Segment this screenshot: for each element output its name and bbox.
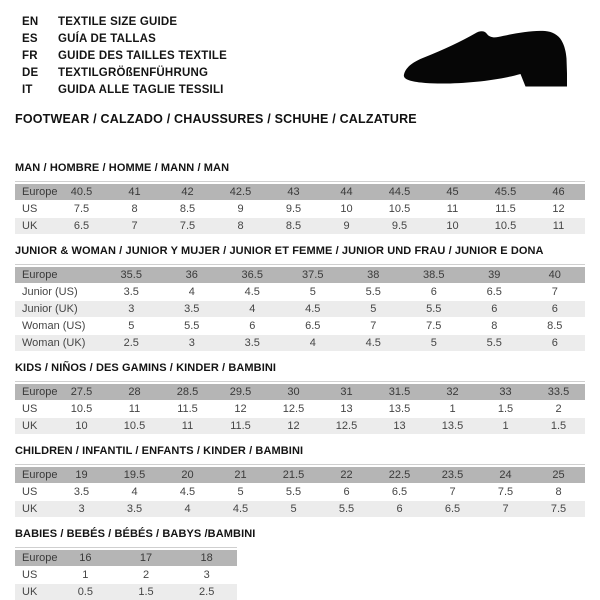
size-cell: 10.5 [388,203,411,215]
size-cell: 7 [551,286,558,298]
size-row-label: Junior (UK) [22,303,78,315]
size-cell: 5 [309,286,316,298]
size-cell: 4 [249,303,256,315]
size-row-label: UK [22,503,38,515]
size-cell: 36.5 [241,269,263,281]
size-table-title: MAN / HOMBRE / HOMME / MANN / MAN [15,162,230,174]
size-cell: 1 [449,403,456,415]
size-cell: 39 [488,269,501,281]
size-row [15,335,585,351]
size-cell: 4.5 [179,486,196,498]
size-row [15,401,585,417]
size-cell: 11.5 [230,420,251,432]
size-cell: 35.5 [120,269,142,281]
size-cell: 42.5 [229,186,252,198]
size-cell: 6 [343,486,350,498]
size-cell: 6 [551,337,558,349]
size-row-label: US [22,203,38,215]
size-row-label: Europe [22,552,58,564]
size-row-label: Europe [22,469,58,481]
size-row-label: US [22,403,38,415]
size-row [15,218,585,234]
size-cell: 25 [552,469,565,481]
language-label: GUIDE DES TAILLES TEXTILE [58,50,227,62]
size-cell: 7.5 [426,320,442,332]
size-cell: 2 [142,569,150,581]
size-cell: 5 [290,503,297,515]
language-label: GUÍA DE TALLAS [58,33,156,45]
size-cell: 6 [551,303,558,315]
size-cell: 19.5 [123,469,146,481]
size-cell: 6 [430,286,437,298]
language-label: TEXTILE SIZE GUIDE [58,16,178,28]
size-cell: 6.5 [486,286,502,298]
size-cell: 13 [340,403,353,415]
size-cell: 7.5 [497,486,514,498]
size-row [15,584,237,600]
size-cell: 12 [287,420,300,432]
size-cell: 6.5 [305,320,321,332]
size-cell: 5.5 [365,286,381,298]
size-row-label: Junior (US) [22,286,78,298]
size-cell: 3 [78,503,85,515]
size-cell: 2.5 [123,337,139,349]
size-cell: 1 [82,569,89,581]
size-cell: 8.5 [547,320,563,332]
size-cell: 5 [370,303,377,315]
size-guide-section-junior-woman [15,245,585,351]
size-row [15,318,585,334]
size-cell: 38 [367,269,380,281]
size-cell: 9.5 [391,220,408,232]
size-cell: 7.5 [179,220,196,232]
size-cell: 24 [499,469,512,481]
size-cell: 5.5 [285,486,302,498]
size-row-label: Woman (UK) [22,337,86,349]
size-cell: 13 [393,420,406,432]
size-cell: 4 [188,286,195,298]
size-cell: 4.5 [365,337,381,349]
size-cell: 20 [181,469,194,481]
size-cell: 11 [181,420,194,432]
size-cell: 5.5 [486,337,502,349]
size-cell: 30 [287,386,300,398]
size-cell: 11.5 [495,203,516,215]
size-cell: 46 [552,186,565,198]
size-cell: 1.5 [497,403,514,415]
size-cell: 21 [234,469,247,481]
size-cell: 5 [237,486,244,498]
size-cell: 27.5 [70,386,93,398]
size-cell: 16 [79,552,92,564]
size-cell: 33 [499,386,512,398]
size-cell: 22.5 [388,469,411,481]
size-cell: 43 [287,186,300,198]
size-cell: 22 [340,469,353,481]
size-tables [15,162,585,600]
size-cell: 29.5 [229,386,252,398]
size-cell: 8.5 [179,203,196,215]
size-cell: 44.5 [388,186,411,198]
size-cell: 7 [502,503,509,515]
size-cell: 0.5 [77,586,93,598]
size-cell: 31 [340,386,353,398]
size-row-label: UK [22,586,38,598]
size-cell: 23.5 [441,469,464,481]
size-table-junior-woman [15,264,585,351]
size-cell: 13.5 [441,420,464,432]
size-cell: 9.5 [285,203,302,215]
size-cell: 10.5 [123,420,146,432]
size-cell: 32 [446,386,459,398]
size-cell: 19 [75,469,88,481]
size-row-region-header [15,267,585,283]
size-cell: 9 [343,220,350,232]
size-cell: 11.5 [177,403,198,415]
size-row-label: Europe [22,386,58,398]
size-cell: 5.5 [338,503,355,515]
size-row [15,301,585,317]
size-cell: 18 [200,552,213,564]
size-row-region-header [15,467,585,483]
language-label: TEXTILGRÖßENFÜHRUNG [58,67,209,79]
size-cell: 2.5 [199,586,215,598]
size-cell: 4.5 [305,303,321,315]
size-cell: 3 [203,569,210,581]
size-cell: 4.5 [232,503,249,515]
size-cell: 31.5 [388,386,411,398]
size-cell: 12 [552,203,565,215]
size-row [15,567,237,583]
size-cell: 6.5 [73,220,90,232]
size-guide-section-babies [15,528,585,600]
size-cell: 7.5 [73,203,90,215]
size-cell: 4 [184,503,191,515]
size-table-children [15,464,585,517]
dress-shoe-icon [399,28,571,92]
size-cell: 8 [491,320,498,332]
size-table-man [15,181,585,234]
size-row-region-header [15,384,585,400]
size-guide-section-kids [15,362,585,434]
language-label: GUIDA ALLE TAGLIE TESSILI [58,84,224,96]
size-cell: 45 [446,186,459,198]
size-cell: 4 [131,486,138,498]
size-cell: 5 [430,337,437,349]
size-cell: 3 [188,337,195,349]
size-row-region-header [15,184,585,200]
size-cell: 6.5 [444,503,461,515]
size-cell: 3.5 [184,303,200,315]
size-cell: 3.5 [126,503,143,515]
size-table-title: JUNIOR & WOMAN / JUNIOR Y MUJER / JUNIOR ET FEMME / JUNIOR UND FRAU / JUNIOR E DONA [15,245,544,257]
size-cell: 10 [75,420,88,432]
size-guide-section-children [15,445,585,517]
size-cell: 3.5 [73,486,90,498]
size-guide-section-man [15,162,585,234]
size-cell: 3.5 [123,286,139,298]
size-cell: 10.5 [494,220,517,232]
size-cell: 8 [555,486,562,498]
size-cell: 40.5 [70,186,93,198]
size-cell: 6 [396,503,403,515]
dress-shoe-path [404,31,567,87]
size-cell: 10.5 [70,403,93,415]
size-row [15,418,585,434]
size-table-babies [15,547,237,600]
size-cell: 5.5 [426,303,442,315]
size-cell: 37.5 [302,269,324,281]
size-cell: 45.5 [494,186,517,198]
size-cell: 11 [128,403,141,415]
size-cell: 3 [128,303,135,315]
size-cell: 12.5 [335,420,358,432]
size-cell: 7 [131,220,138,232]
size-cell: 12 [234,403,247,415]
size-cell: 4.5 [244,286,260,298]
size-cell: 40 [548,269,561,281]
size-cell: 10 [446,220,459,232]
size-cell: 7.5 [550,503,567,515]
size-row [15,484,585,500]
size-cell: 4 [309,337,316,349]
size-cell: 6 [491,303,498,315]
size-table-title: BABIES / BEBÉS / BÉBÉS / BABYS /BAMBINI [15,528,256,540]
size-table-title: KIDS / NIÑOS / DES GAMINS / KINDER / BAMBINI [15,362,277,374]
category-heading: FOOTWEAR / CALZADO / CHAUSSURES / SCHUHE / CALZATURE [15,112,417,126]
size-cell: 38.5 [423,269,445,281]
size-cell: 5 [128,320,135,332]
size-cell: 5.5 [184,320,200,332]
size-row-region-header [15,550,237,566]
size-cell: 42 [181,186,194,198]
size-cell: 1 [502,420,509,432]
size-cell: 33.5 [547,386,570,398]
size-cell: 17 [139,552,153,564]
language-code: DE [22,67,39,79]
size-cell: 21.5 [282,469,305,481]
size-row-label: US [22,569,38,581]
size-cell: 6 [249,320,256,332]
size-cell: 44 [340,186,353,198]
size-cell: 7 [370,320,377,332]
size-row-label: UK [22,220,38,232]
size-row [15,201,585,217]
size-cell: 3.5 [244,337,260,349]
size-cell: 8 [237,220,244,232]
size-row [15,501,585,517]
size-cell: 10 [340,203,353,215]
size-row [15,284,585,300]
size-cell: 28.5 [176,386,199,398]
size-row-label: US [22,486,38,498]
size-cell: 28 [128,386,141,398]
size-cell: 8.5 [285,220,302,232]
size-cell: 13.5 [388,403,411,415]
size-cell: 7 [449,486,456,498]
size-cell: 36 [185,269,198,281]
size-cell: 8 [131,203,138,215]
size-row-label: UK [22,420,38,432]
language-code: FR [22,50,38,62]
size-cell: 11 [446,203,459,215]
size-cell: 1.5 [550,420,567,432]
size-cell: 9 [237,203,244,215]
size-row-label: Europe [22,186,58,198]
size-cell: 12.5 [282,403,305,415]
size-table-kids [15,381,585,434]
size-cell: 1.5 [138,586,154,598]
size-cell: 2 [555,403,562,415]
language-code: EN [22,16,39,28]
size-cell: 41 [128,186,141,198]
language-code: IT [22,84,33,96]
size-row-label: Woman (US) [22,320,86,332]
language-code: ES [22,33,38,45]
size-row-label: Europe [22,269,58,281]
size-table-title: CHILDREN / INFANTIL / ENFANTS / KINDER / BAMBINI [15,445,304,457]
size-cell: 11 [552,220,565,232]
size-cell: 6.5 [391,486,408,498]
